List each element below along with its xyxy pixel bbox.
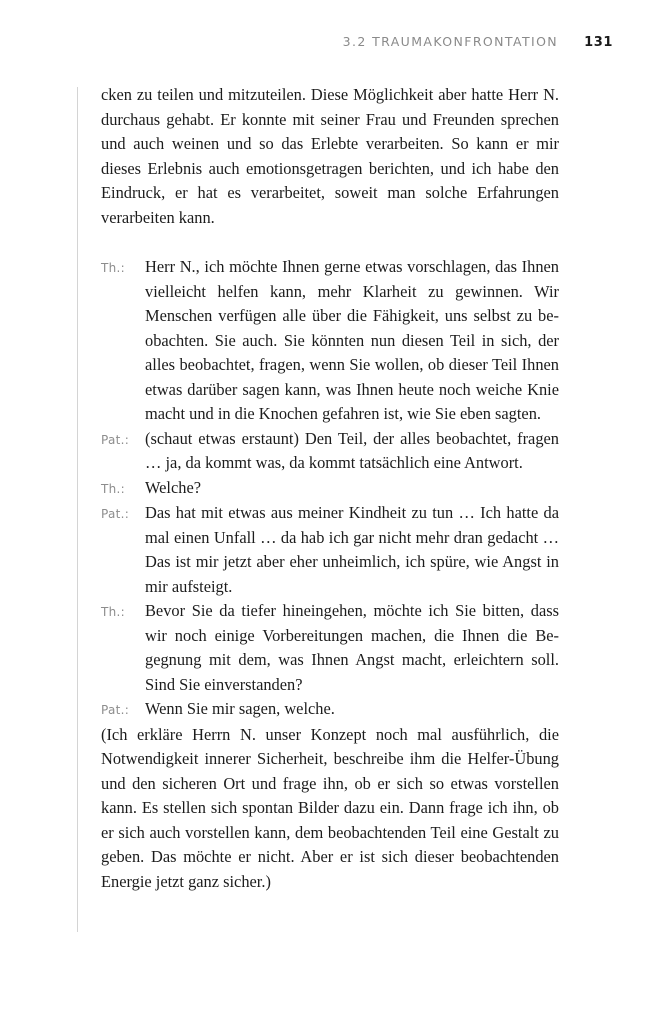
speaker-label: Pat.:	[101, 507, 130, 521]
utterance: Welche?	[145, 477, 202, 497]
speaker-label: Th.:	[101, 481, 125, 496]
running-title: 3.2 TRAUMAKONFRONTATION	[342, 34, 559, 49]
utterance: Wenn Sie mir sagen, welche.	[145, 699, 335, 718]
utterance: Das hat mit etwas aus meiner Kindheit zu tun … Ich hatte da mal einen Unfall … da hab ich gar nicht mehr dran gedacht … Das ist mir jetzt aber eher unheimlich, ich spüre, wie Angst in mir aufsteigt.	[145, 503, 559, 596]
dialogue	[101, 255, 559, 723]
speaker-label: Th.:	[101, 261, 125, 275]
dialogue-turn	[101, 476, 559, 502]
speaker-label: Pat.:	[101, 703, 130, 717]
speaker-label: Th.:	[101, 605, 125, 619]
page-number: 131	[584, 35, 613, 50]
utterance: Bevor Sie da tiefer hineingehen, möchte ich Sie bitten, dass wir noch einige Vorbereitungen machen, die Ihnen die Begegnung mit dem, was Ihnen Angst macht, erleichtern soll. Sind Sie einverstanden?	[145, 601, 559, 694]
margin-rule	[77, 87, 78, 932]
running-head	[343, 34, 613, 50]
dialogue-turn	[101, 501, 559, 599]
dialogue-turn	[101, 599, 559, 697]
page-body	[101, 83, 559, 894]
speaker-label: Pat.:	[101, 432, 130, 447]
utterance: Herr N., ich möchte Ihnen gerne etwas vorschlagen, das Ihnen vielleicht helfen kann, mehr Klarheit zu gewinnen. Wir Menschen verfügen alle über die Fähigkeit, uns selbst zu beobachten. Sie auch. Sie könnten nun diesen Teil in sich, der alles beobachtet, fragen, wenn Sie wollen, ob dieser Teil Ihnen etwas darüber sagen kann, was Ihnen heute noch weiche Knie macht und in die Knochen gefahren ist, wie Sie eben sagten.	[145, 257, 559, 423]
dialogue-turn	[101, 697, 559, 723]
closing-paragraph: (Ich erkläre Herrn N. unser Konzept noch mal ausführlich, die Notwendigkeit innerer Sicherheit, beschreibe ihm die Helfer-Übung und den sicheren Ort und frage ihn, ob er sich so etwas vorstellen kann. Es stellen sich spontan Bilder dazu ein. Dann frage ich ihn, ob er sich auch vorstellen kann, dem beobachtenden Teil eine Gestalt zu geben. Das möchte er nicht. Aber er ist sich dieser beobachtenden Energie jetzt ganz sicher.)	[101, 724, 559, 891]
intro-paragraph: cken zu teilen und mitzuteilen. Diese Möglichkeit aber hatte Herr N. durchaus gehabt. Er konnte mit seiner Frau und Freunden sprechen und auch weinen und so das Erlebte verarbeiten. So kann er mir dieses Erlebnis auch emotionsgetragen berichten, und ich habe den Eindruck, er hat es verarbeitet, soweit man solche Erfahrungen verarbeiten kann.	[101, 85, 559, 227]
utterance: (schaut etwas erstaunt) Den Teil, der alles beobachtet, fragen … ja, da kommt was, da kommt tatsächlich eine Antwort.	[145, 428, 559, 472]
dialogue-turn	[101, 427, 559, 476]
dialogue-turn	[101, 255, 559, 427]
